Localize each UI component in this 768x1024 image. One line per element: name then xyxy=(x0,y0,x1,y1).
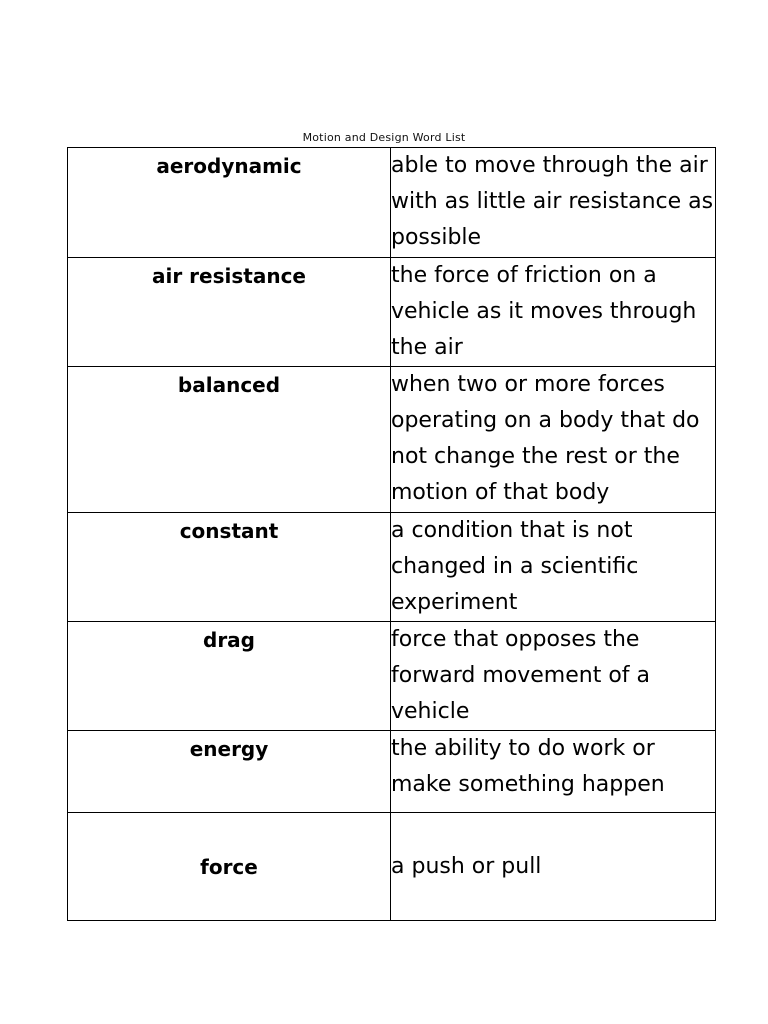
definition-cell: force that opposes the forward movement of a vehicle xyxy=(391,622,716,731)
document-title: Motion and Design Word List xyxy=(302,131,466,144)
definition-cell: the force of friction on a vehicle as it moves through the air xyxy=(391,258,716,367)
table-row xyxy=(68,513,716,622)
table-row xyxy=(68,622,716,731)
term-cell: drag xyxy=(68,622,391,731)
definition-cell: a condition that is not changed in a scientific experiment xyxy=(391,513,716,622)
term-cell: aerodynamic xyxy=(68,148,391,258)
definition-cell: the ability to do work or make something happen xyxy=(391,731,716,813)
term-cell: force xyxy=(68,813,391,921)
definition-cell: able to move through the air with as little air resistance as possible xyxy=(391,148,716,258)
table-row xyxy=(68,813,716,921)
table-row xyxy=(68,367,716,513)
word-list-table xyxy=(67,147,716,921)
term-cell: balanced xyxy=(68,367,391,513)
table-row xyxy=(68,731,716,813)
definition-cell: when two or more forces operating on a body that do not change the rest or the motion of that body xyxy=(391,367,716,513)
term-cell: air resistance xyxy=(68,258,391,367)
table-row xyxy=(68,148,716,258)
table-row xyxy=(68,258,716,367)
term-cell: energy xyxy=(68,731,391,813)
term-cell: constant xyxy=(68,513,391,622)
definition-cell: a push or pull xyxy=(391,813,716,921)
